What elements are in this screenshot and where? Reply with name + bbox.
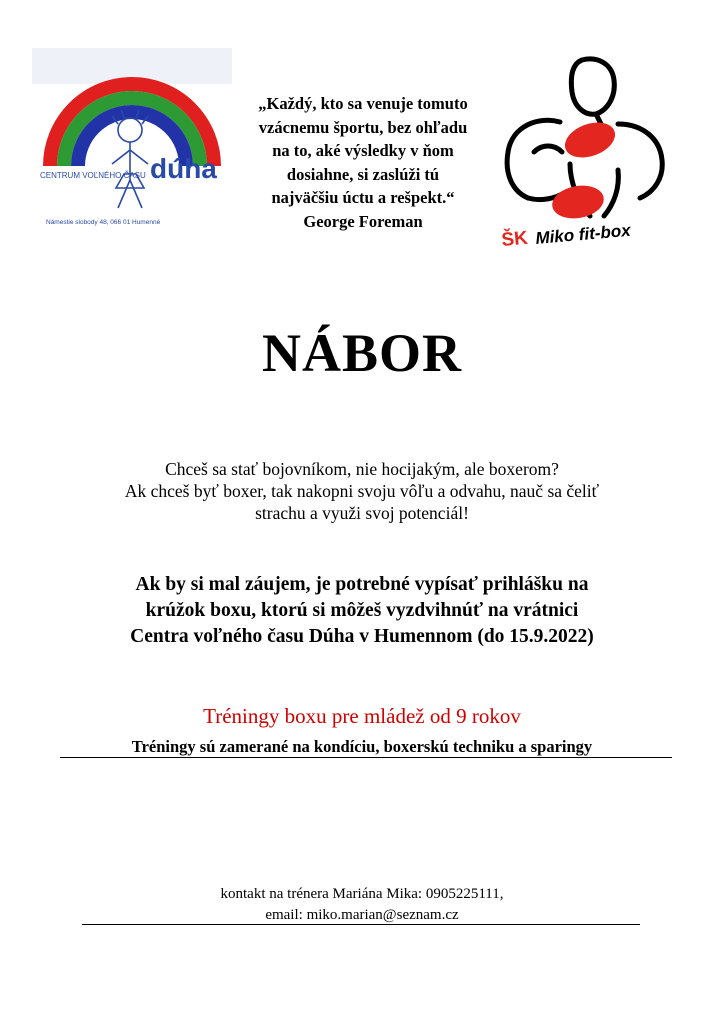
quote-line: najväčšiu úctu a rešpekt.“ xyxy=(271,188,455,207)
quote-line: „Každý, kto sa venuje tomuto xyxy=(258,94,468,113)
contact-email: email: miko.marian@seznam.cz xyxy=(265,907,459,923)
miko-fitbox-logo xyxy=(498,52,676,252)
rainbow-logo-graphic xyxy=(32,48,232,228)
contact-block xyxy=(80,884,644,926)
footer-divider-line xyxy=(82,924,640,925)
quote-line: dosiahne, si zaslúži tú xyxy=(286,164,440,184)
signup-paragraph xyxy=(60,572,664,650)
intro-line: Chceš sa stať bojovníkom, nie hocijakým, ale boxerom? xyxy=(165,459,559,479)
intro-line: Ak chceš byť boxer, tak nakopni svoju vôľu a odvahu, nauč sa čeliť xyxy=(124,481,600,501)
red-glove-upper-icon xyxy=(560,116,620,164)
quote-line: vzácnemu športu, bez ohľadu xyxy=(258,117,468,137)
signup-line: Ak by si mal záujem, je potrebné vypísať prihlášku na xyxy=(135,574,589,595)
club-name: Miko fit-box xyxy=(534,220,632,248)
trainings-focus-line: Tréningy sú zamerané na kondíciu, boxerskú techniku a sparingy xyxy=(131,737,593,756)
divider-line xyxy=(60,757,672,758)
boxer-logo-graphic xyxy=(498,52,676,252)
intro-paragraph xyxy=(60,458,664,524)
red-glove-lower-icon xyxy=(550,182,607,223)
intro-line: strachu a využi svoj potenciál! xyxy=(255,503,469,523)
signup-line: Centra voľného času Dúha v Humennom (do 15.9.2022) xyxy=(130,626,594,647)
logo-address: Námestie slobody 48, 066 01 Humenné xyxy=(46,219,161,226)
quote-block xyxy=(228,92,498,233)
cvc-duha-logo xyxy=(32,48,232,228)
quote-line: na to, aké výsledky v ňom xyxy=(272,141,454,160)
contact-phone: kontakt na trénera Mariána Mika: 0905225111, xyxy=(220,886,504,902)
logo-text-duha: dúha xyxy=(150,153,217,184)
signup-line: krúžok boxu, ktorú si môžeš vyzdvihnúť na vrátnici xyxy=(145,600,579,621)
page-title: NÁBOR xyxy=(261,323,462,383)
quote-author: George Foreman xyxy=(303,211,423,231)
logo-text-centrum: CENTRUM VOĽNÉHO ČASU xyxy=(40,171,146,180)
club-prefix: ŠK xyxy=(500,227,529,251)
trainings-age-line: Tréningy boxu pre mládež od 9 rokov xyxy=(203,704,521,728)
